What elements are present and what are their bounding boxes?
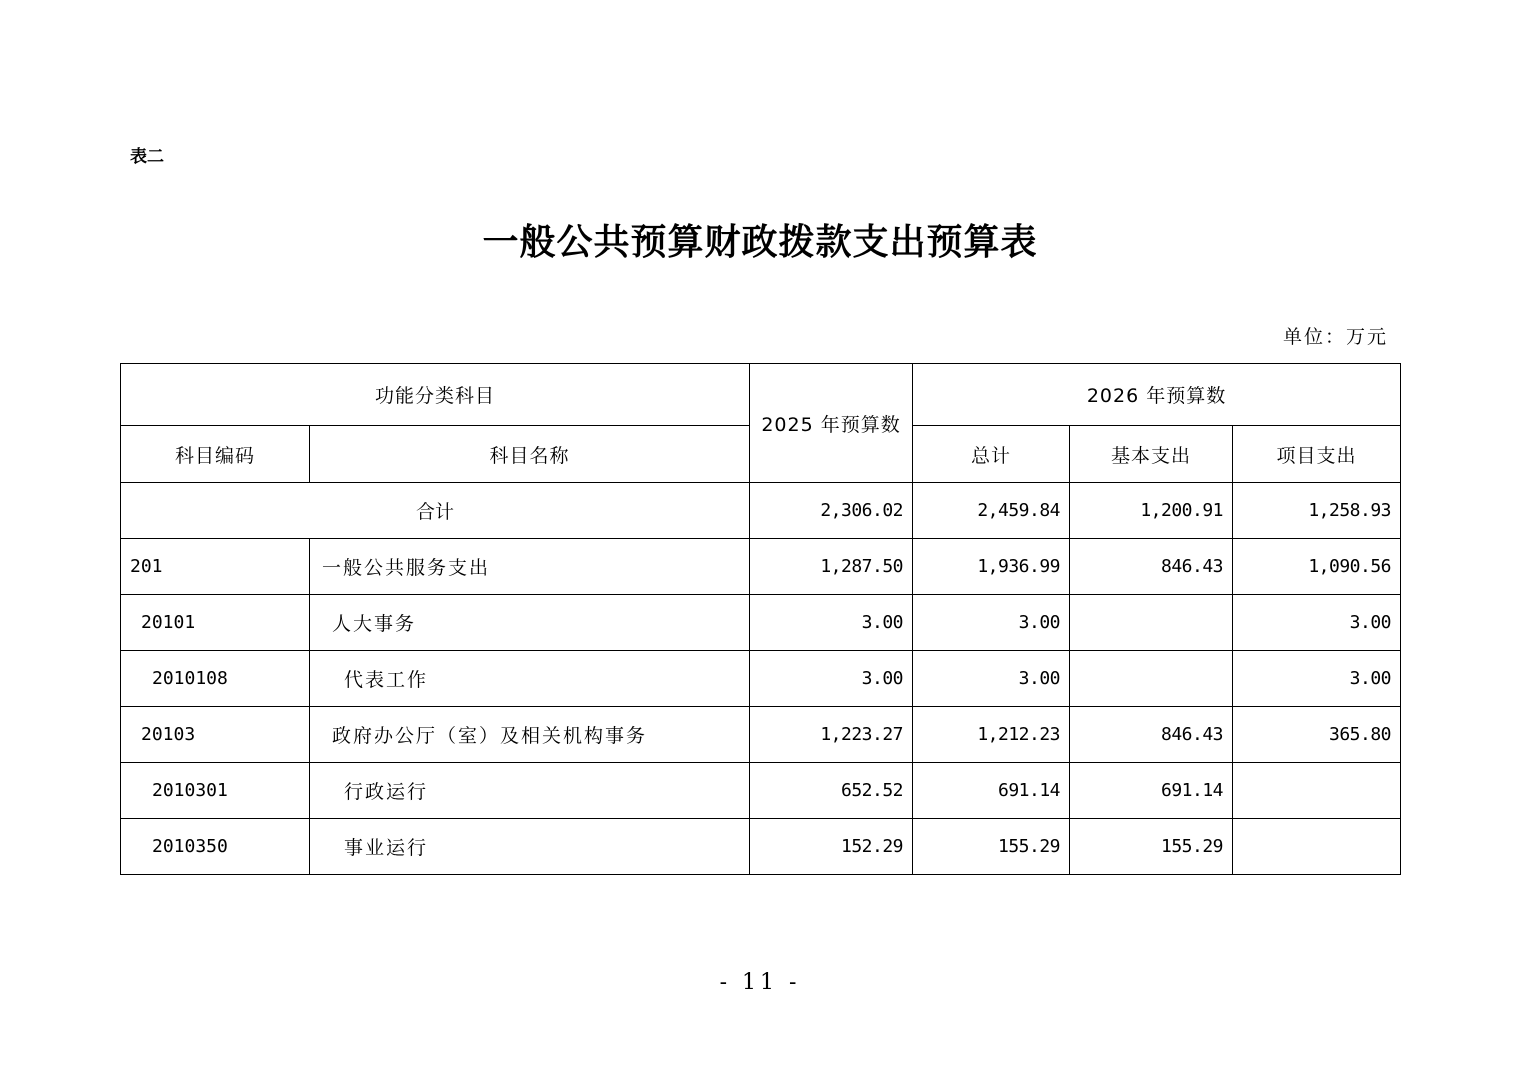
row-name: 人大事务 — [310, 595, 750, 651]
budget-table — [120, 363, 1401, 875]
header-row-1 — [121, 364, 1401, 426]
row-total: 3.00 — [913, 595, 1070, 651]
row-basic: 846.43 — [1070, 539, 1233, 595]
total-row — [121, 483, 1401, 539]
total-label: 合计 — [121, 483, 750, 539]
table-row — [121, 763, 1401, 819]
row-code: 201 — [121, 539, 310, 595]
total-project: 1,258.93 — [1233, 483, 1401, 539]
row-code: 2010108 — [121, 651, 310, 707]
unit-label: 单位：万元 — [1282, 326, 1388, 348]
total-basic: 1,200.91 — [1070, 483, 1233, 539]
row-project — [1233, 763, 1401, 819]
table-row — [121, 539, 1401, 595]
row-project — [1233, 819, 1401, 875]
header-name: 科目名称 — [310, 426, 750, 483]
total-2025: 2,306.02 — [750, 483, 913, 539]
page-number: - 11 - — [719, 970, 801, 995]
header-function-group: 功能分类科目 — [121, 364, 750, 426]
row-basic — [1070, 651, 1233, 707]
header-code: 科目编码 — [121, 426, 310, 483]
header-basic: 基本支出 — [1070, 426, 1233, 483]
row-total: 1,212.23 — [913, 707, 1070, 763]
row-2025: 1,223.27 — [750, 707, 913, 763]
row-basic: 846.43 — [1070, 707, 1233, 763]
row-total: 1,936.99 — [913, 539, 1070, 595]
header-total: 总计 — [913, 426, 1070, 483]
row-name: 一般公共服务支出 — [310, 539, 750, 595]
table-row — [121, 819, 1401, 875]
row-2025: 1,287.50 — [750, 539, 913, 595]
header-project: 项目支出 — [1233, 426, 1401, 483]
row-total: 691.14 — [913, 763, 1070, 819]
row-total: 3.00 — [913, 651, 1070, 707]
row-code: 2010301 — [121, 763, 310, 819]
row-name: 行政运行 — [310, 763, 750, 819]
row-total: 155.29 — [913, 819, 1070, 875]
row-2025: 152.29 — [750, 819, 913, 875]
row-project: 3.00 — [1233, 651, 1401, 707]
total-total: 2,459.84 — [913, 483, 1070, 539]
row-basic — [1070, 595, 1233, 651]
row-project: 3.00 — [1233, 595, 1401, 651]
row-basic: 691.14 — [1070, 763, 1233, 819]
table-label: 表二 — [130, 147, 164, 167]
row-code: 20103 — [121, 707, 310, 763]
row-name: 事业运行 — [310, 819, 750, 875]
row-name: 代表工作 — [310, 651, 750, 707]
header-2025: 2025 年预算数 — [750, 364, 913, 483]
row-basic: 155.29 — [1070, 819, 1233, 875]
row-2025: 3.00 — [750, 595, 913, 651]
row-code: 2010350 — [121, 819, 310, 875]
table-row — [121, 595, 1401, 651]
table-row — [121, 651, 1401, 707]
row-name: 政府办公厅（室）及相关机构事务 — [310, 707, 750, 763]
row-2025: 652.52 — [750, 763, 913, 819]
table-row — [121, 707, 1401, 763]
page-title: 一般公共预算财政拨款支出预算表 — [482, 221, 1038, 263]
row-project: 365.80 — [1233, 707, 1401, 763]
row-code: 20101 — [121, 595, 310, 651]
row-2025: 3.00 — [750, 651, 913, 707]
row-project: 1,090.56 — [1233, 539, 1401, 595]
header-2026-group: 2026 年预算数 — [913, 364, 1401, 426]
